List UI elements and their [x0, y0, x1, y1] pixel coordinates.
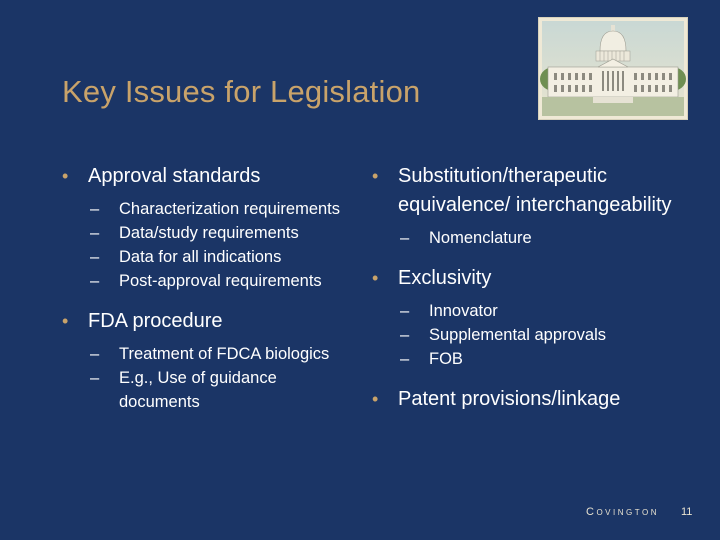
sub-item: – Data/study requirements [62, 221, 352, 245]
bullet-substitution: • Substitution/therapeutic equivalence/ interchangeability [372, 162, 692, 220]
page-number: 11 [681, 506, 693, 518]
dash-icon: – [90, 272, 100, 290]
bullet-dot-icon: • [372, 166, 379, 186]
dash-icon: – [90, 369, 100, 387]
sub-item: – Innovator [372, 299, 692, 323]
bullet-dot-icon: • [62, 311, 69, 331]
sub-item: – Post-approval requirements [62, 269, 352, 293]
bullet-patent-provisions: • Patent provisions/linkage [372, 385, 692, 414]
sub-item: – FOB [372, 347, 692, 371]
bullet-fda-procedure: • FDA procedure [62, 307, 352, 336]
sub-item: – Characterization requirements [62, 197, 352, 221]
dash-icon: – [400, 326, 410, 344]
dash-icon: – [400, 350, 410, 368]
bullet-dot-icon: • [372, 268, 379, 288]
capitol-building-image [538, 17, 688, 120]
slide-title: Key Issues for Legislation [62, 74, 421, 109]
bullet-dot-icon: • [372, 389, 379, 409]
sub-item: – E.g., Use of guidance documents [62, 366, 352, 414]
dash-icon: – [400, 229, 410, 247]
dash-icon: – [90, 200, 100, 218]
sub-item: – Treatment of FDCA biologics [62, 342, 352, 366]
left-column [62, 162, 352, 414]
bullet-exclusivity: • Exclusivity [372, 264, 692, 293]
sub-item: – Data for all indications [62, 245, 352, 269]
sub-item: – Supplemental approvals [372, 323, 692, 347]
dash-icon: – [90, 345, 100, 363]
right-column [372, 162, 692, 414]
dash-icon: – [400, 302, 410, 320]
dash-icon: – [90, 248, 100, 266]
sub-item: – Nomenclature [372, 226, 692, 250]
bullet-approval-standards: • Approval standards [62, 162, 352, 191]
bullet-dot-icon: • [62, 166, 69, 186]
footer-brand-logo: Covington [586, 506, 659, 518]
dash-icon: – [90, 224, 100, 242]
